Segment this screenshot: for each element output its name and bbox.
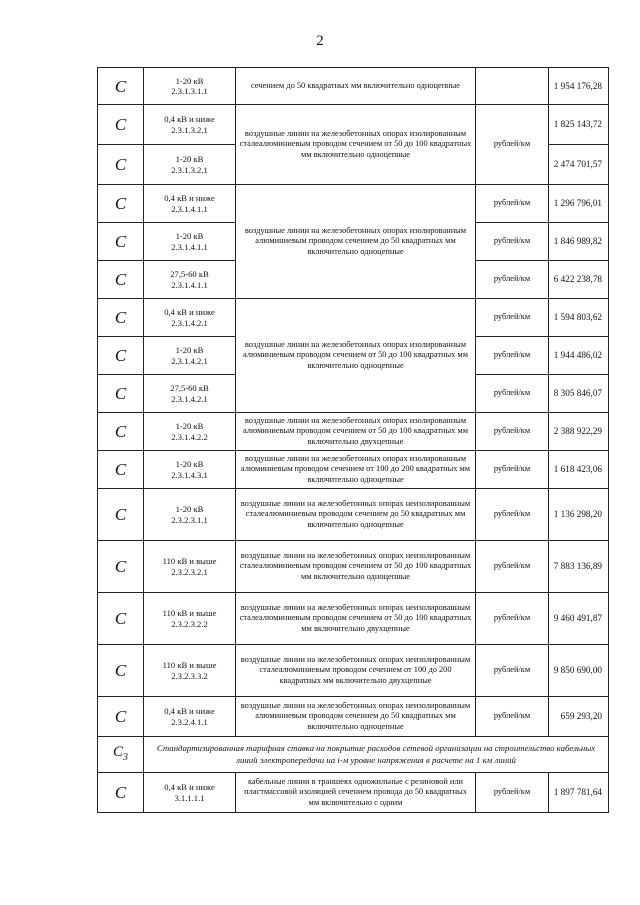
rate-value: 659 293,20 [549, 697, 609, 737]
table-row [98, 593, 609, 645]
rate-symbol: C [98, 489, 144, 541]
voltage-code [144, 489, 236, 541]
voltage-code [144, 451, 236, 489]
voltage-level: 1-20 кВ [175, 504, 204, 515]
line-code: 2.3.1.3.2.1 [171, 124, 208, 135]
table-row [98, 541, 609, 593]
voltage-level: 1-20 кВ [175, 231, 204, 242]
voltage-code [144, 223, 236, 261]
line-code: 2.3.1.4.2.1 [171, 317, 208, 328]
voltage-level: 27,5-60 кВ [170, 383, 209, 394]
table-row [98, 645, 609, 697]
voltage-level: 1-20 кВ [175, 421, 204, 432]
line-code: 2.3.1.4.2.1 [171, 355, 208, 366]
rate-value: 9 850 690,00 [549, 645, 609, 697]
unit: рублей/км [476, 337, 549, 375]
unit: рублей/км [476, 105, 549, 185]
line-code: 2.3.1.3.1.1 [171, 86, 208, 96]
voltage-code [144, 697, 236, 737]
voltage-code [144, 68, 236, 105]
voltage-level: 0,4 кВ и ниже [164, 782, 215, 793]
unit: рублей/км [476, 593, 549, 645]
table-row [98, 105, 609, 145]
line-description: воздушные линии на железобетонных опорах изолированным алюминиевым проводом сечением до 50 квадратных мм включительно одноцепные [236, 185, 476, 299]
rate-symbol: C [98, 185, 144, 223]
rate-value: 2 388 922,29 [549, 413, 609, 451]
line-description: воздушные линии на железобетонных опорах изолированным алюминиевым проводом сечением от 50 до 100 квадратных мм включительно одноцепные [236, 299, 476, 413]
voltage-code [144, 299, 236, 337]
voltage-code [144, 541, 236, 593]
rate-symbol: C [98, 375, 144, 413]
unit: рублей/км [476, 645, 549, 697]
line-code: 2.3.1.4.1.1 [171, 241, 208, 252]
rate-symbol: C [98, 697, 144, 737]
voltage-code [144, 145, 236, 185]
rate-symbol: C [98, 541, 144, 593]
line-description: воздушные линии на железобетонных опорах изолированным алюминиевым проводом сечением от 50 до 100 квадратных мм включительно двухцепные [236, 413, 476, 451]
voltage-code [144, 645, 236, 697]
line-code: 2.3.1.4.2.1 [171, 393, 208, 404]
unit: рублей/км [476, 185, 549, 223]
voltage-code [144, 773, 236, 813]
line-description: воздушные линии на железобетонных опорах изолированным алюминиевым проводом сечением от 100 до 200 квадратных мм включительно одноцепные [236, 451, 476, 489]
line-description: воздушные линии на железобетонных опорах неизолированным сталеалюминиевым проводом сечением от 100 до 200 квадратных мм включительно двухцепные [236, 645, 476, 697]
rate-symbol: C [98, 261, 144, 299]
line-code: 2.3.1.4.3.1 [171, 469, 208, 480]
table-row [98, 68, 609, 105]
unit: рублей/км [476, 261, 549, 299]
unit [476, 68, 549, 105]
table-row [98, 489, 609, 541]
line-code: 2.3.1.4.2.2 [171, 431, 208, 442]
voltage-level: 110 кВ и выше [162, 660, 217, 671]
line-code: 3.1.1.1.1 [174, 792, 205, 803]
voltage-level: 1-20 кВ [175, 75, 204, 86]
unit: рублей/км [476, 299, 549, 337]
table-row [98, 299, 609, 337]
rate-symbol: C [98, 299, 144, 337]
unit: рублей/км [476, 375, 549, 413]
rate-symbol: C [98, 773, 144, 813]
tariff-table [97, 67, 609, 813]
voltage-level: 0,4 кВ и ниже [164, 307, 215, 318]
voltage-level: 0,4 кВ и ниже [164, 193, 215, 204]
voltage-code [144, 337, 236, 375]
line-code: 2.3.2.3.3.2 [171, 670, 208, 681]
voltage-level: 0,4 кВ и ниже [164, 114, 215, 125]
voltage-code [144, 593, 236, 645]
line-code: 2.3.1.3.2.1 [171, 164, 208, 175]
rate-symbol: C [98, 413, 144, 451]
rate-symbol: C [98, 145, 144, 185]
voltage-level: 0,4 кВ и ниже [164, 706, 215, 717]
line-code: 2.3.2.4.1.1 [171, 716, 208, 727]
rate-value: 2 474 701,57 [549, 145, 609, 185]
line-code: 2.3.1.4.1.1 [171, 203, 208, 214]
unit: рублей/км [476, 223, 549, 261]
rate-symbol: C [98, 223, 144, 261]
line-description: воздушные линии на железобетонных опорах неизолированным сталеалюминиевым проводом сечением от 50 до 100 квадратных мм включительно одноцепные [236, 541, 476, 593]
voltage-code [144, 375, 236, 413]
voltage-code [144, 105, 236, 145]
rate-value: 1 944 486,02 [549, 337, 609, 375]
line-description: сечением до 50 квадратных мм включительно одноцепные [236, 68, 476, 105]
line-description: воздушные линии на железобетонных опорах неизолированным сталеалюминиевым проводом сечением до 50 квадратных мм включительно одноцепные [236, 489, 476, 541]
page-number: 2 [316, 33, 324, 49]
table-row [98, 697, 609, 737]
voltage-code [144, 413, 236, 451]
rate-value: 1 846 989,82 [549, 223, 609, 261]
line-code: 2.3.2.3.1.1 [171, 514, 208, 525]
voltage-code [144, 261, 236, 299]
rate-value: 9 460 491,87 [549, 593, 609, 645]
line-description: воздушные линии на железобетонных опорах изолированным сталеалюминиевым проводом сечением от 50 до 100 квадратных мм включительно одноцепные [236, 105, 476, 185]
table-row [98, 185, 609, 223]
rate-value: 1 296 796,01 [549, 185, 609, 223]
rate-value: 1 825 143,72 [549, 105, 609, 145]
rate-value: 1 136 298,20 [549, 489, 609, 541]
rate-value: 1 897 781,64 [549, 773, 609, 813]
rate-symbol: C [98, 451, 144, 489]
voltage-level: 110 кВ и выше [162, 556, 217, 567]
voltage-code [144, 185, 236, 223]
voltage-level: 27,5-60 кВ [170, 269, 209, 280]
line-code: 2.3.2.3.2.1 [171, 566, 208, 577]
section-row [98, 737, 609, 773]
line-code: 2.3.2.3.2.2 [171, 618, 208, 629]
line-code: 2.3.1.4.1.1 [171, 279, 208, 290]
table-row [98, 451, 609, 489]
rate-symbol: C [98, 337, 144, 375]
unit: рублей/км [476, 413, 549, 451]
rate-value: 1 618 423,06 [549, 451, 609, 489]
voltage-level: 1-20 кВ [175, 459, 204, 470]
rate-symbol: C [98, 593, 144, 645]
line-description: кабельные линии в траншеях одножильные с резиновой или пластмассовой изоляцией сечением провода до 50 квадратных мм включительно с одним [236, 773, 476, 813]
unit: рублей/км [476, 541, 549, 593]
rate-symbol: C [98, 645, 144, 697]
section-caption: Стандартизированная тарифная ставка на покрытие расходов сетевой организации на строительство кабельных линий электропередачи на i-м уровне напряжения в расчете на 1 км линий [144, 737, 609, 773]
line-description: воздушные линии на железобетонных опорах неизолированным алюминиевым проводом сечением до 50 квадратных мм включительно одноцепные [236, 697, 476, 737]
table-row [98, 773, 609, 813]
rate-value: 6 422 238,78 [549, 261, 609, 299]
unit: рублей/км [476, 697, 549, 737]
table-row [98, 413, 609, 451]
section-symbol [98, 737, 144, 773]
rate-value: 7 883 136,89 [549, 541, 609, 593]
rate-symbol: C [98, 105, 144, 145]
rate-value: 1 954 176,28 [549, 68, 609, 105]
rate-symbol: C [98, 68, 144, 105]
unit: рублей/км [476, 489, 549, 541]
voltage-level: 110 кВ и выше [162, 608, 217, 619]
section-symbol-subscript: 3 [123, 751, 128, 763]
rate-value: 1 594 803,62 [549, 299, 609, 337]
unit: рублей/км [476, 773, 549, 813]
voltage-level: 1-20 кВ [175, 345, 204, 356]
unit: рублей/км [476, 451, 549, 489]
line-description: воздушные линии на железобетонных опорах неизолированным сталеалюминиевым проводом сечением от 50 до 100 квадратных мм включительно двухцепные [236, 593, 476, 645]
voltage-level: 1-20 кВ [175, 154, 204, 165]
rate-value: 8 305 846,07 [549, 375, 609, 413]
section-symbol-letter: C [112, 743, 123, 760]
